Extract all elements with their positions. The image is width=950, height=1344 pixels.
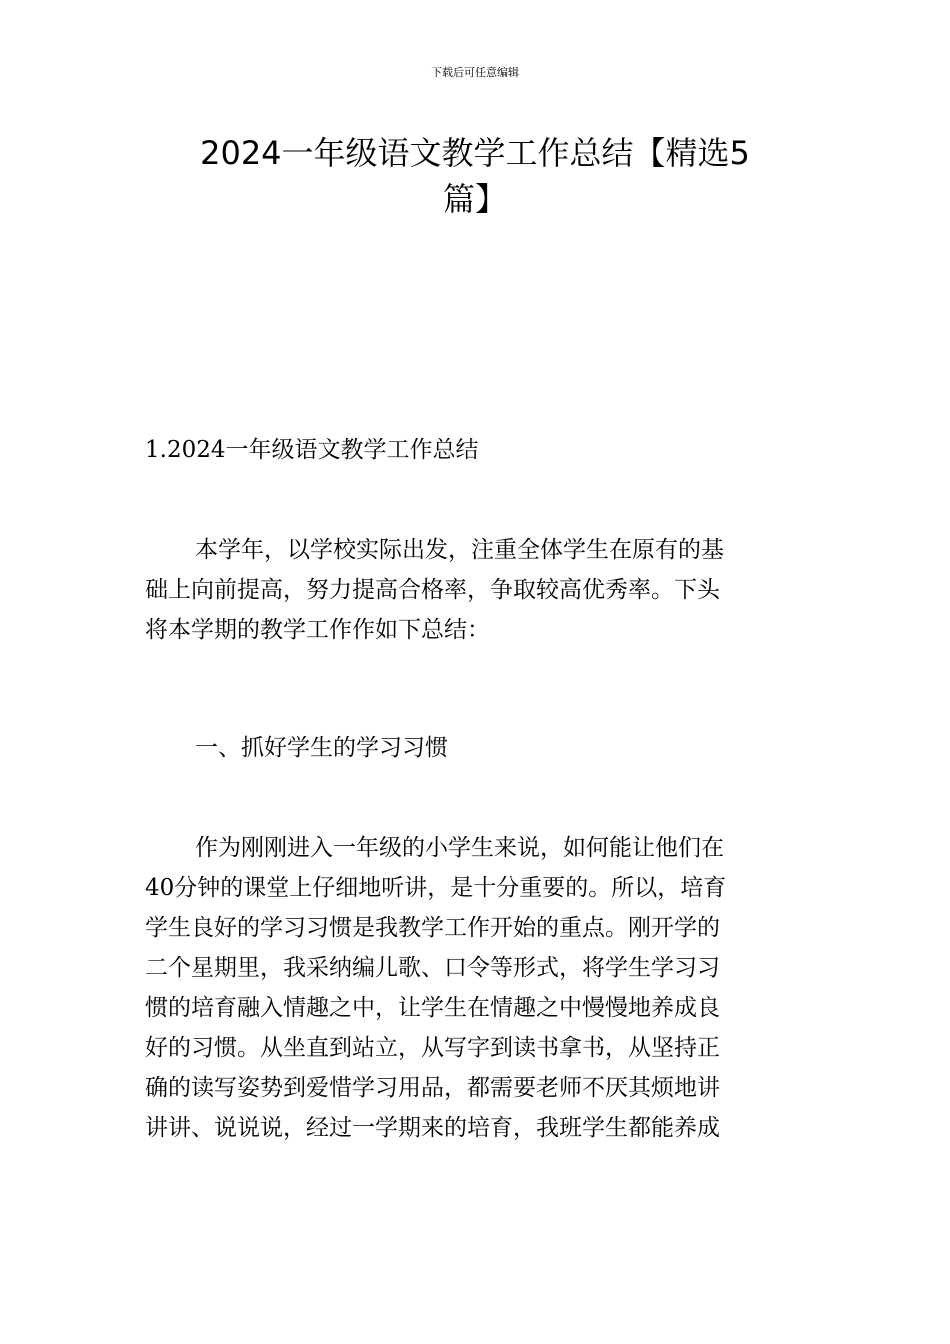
paragraph-line: 本学年，以学校实际出发，注重全体学生在原有的基 bbox=[195, 537, 724, 563]
paragraph-habits bbox=[145, 828, 807, 1148]
paragraph-line: 40分钟的课堂上仔细地听讲，是十分重要的。所以，培育 bbox=[145, 875, 727, 901]
paragraph-line: 作为刚刚进入一年级的小学生来说，如何能让他们在 bbox=[195, 835, 724, 861]
header-note: 下载后可任意编辑 bbox=[431, 66, 519, 79]
paragraph-line: 确的读写姿势到爱惜学习用品，都需要老师不厌其烦地讲 bbox=[145, 1075, 720, 1101]
paragraph-line: 二个星期里，我采纳编儿歌、口令等形式，将学生学习习 bbox=[145, 955, 720, 981]
section-heading bbox=[145, 430, 807, 470]
paragraph-line: 学生良好的学习习惯是我教学工作开始的重点。刚开学的 bbox=[145, 915, 720, 941]
paragraph-line: 好的习惯。从坐直到站立，从写字到读书拿书，从坚持正 bbox=[145, 1035, 720, 1061]
subheading bbox=[145, 728, 807, 768]
paragraph-line: 惯的培育融入情趣之中，让学生在情趣之中慢慢地养成良 bbox=[145, 995, 720, 1021]
paragraph-line: 础上向前提高，努力提高合格率，争取较高优秀率。下头 bbox=[145, 577, 720, 603]
paragraph-line: 将本学期的教学工作作如下总结： bbox=[145, 617, 490, 643]
page-title-line-2: 篇】 bbox=[442, 180, 507, 218]
section-heading-text: 1.2024一年级语文教学工作总结 bbox=[145, 437, 479, 463]
page-title bbox=[150, 130, 800, 222]
subheading-text: 一、抓好学生的学习习惯 bbox=[195, 735, 448, 761]
page-title-line-1: 2024一年级语文教学工作总结【精选5 bbox=[200, 134, 750, 172]
paragraph-intro bbox=[145, 530, 807, 650]
paragraph-line: 讲讲、说说说，经过一学期来的培育，我班学生都能养成 bbox=[145, 1115, 720, 1141]
